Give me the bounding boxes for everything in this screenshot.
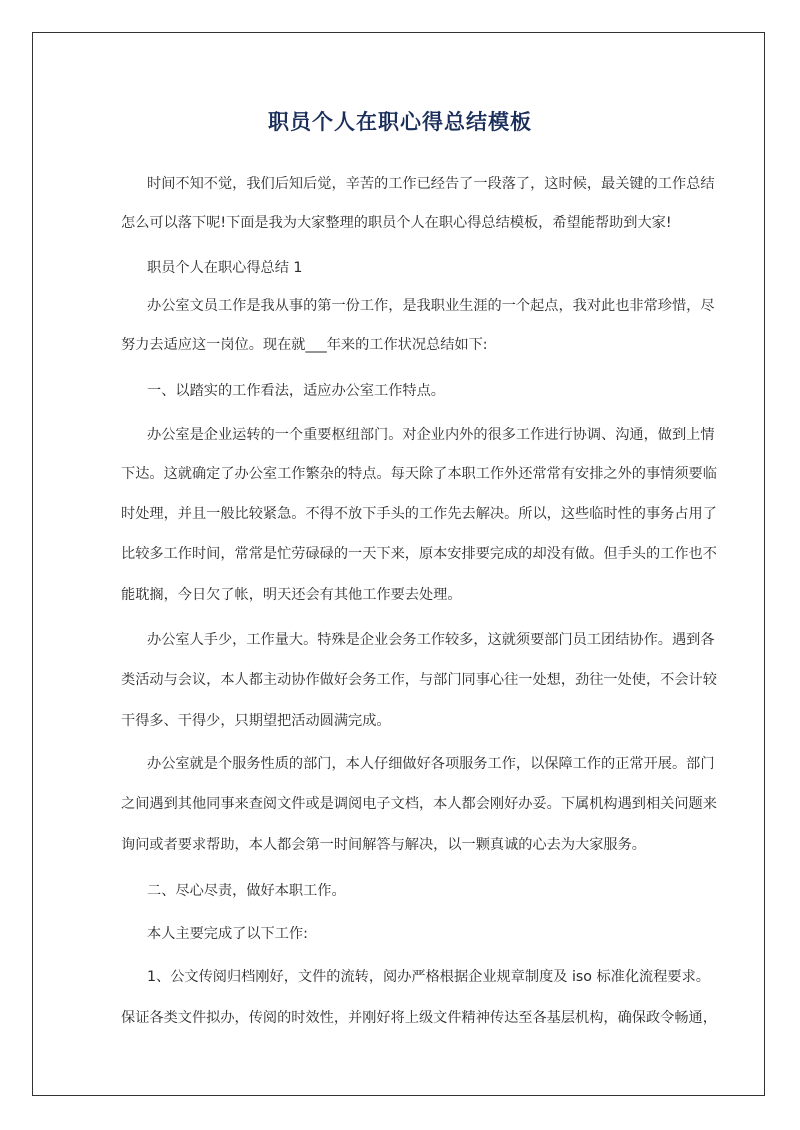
- paragraph-line: 类活动与会议，本人都主动协作做好会务工作，与部门同事心往一处想，劲往一处使，不会计较: [121, 672, 717, 688]
- paragraph-line: 1、公文传阅归档刚好，文件的流转，阅办严格根据企业规章制度及 iso 标准化流程要求。: [147, 969, 710, 985]
- paragraph-line: 干得多、干得少，只期望把活动圆满完成。: [121, 713, 391, 729]
- paragraph-line: 本人主要完成了以下工作:: [147, 926, 308, 942]
- paragraph-line: 办公室是企业运转的一个重要枢纽部门。对企业内外的很多工作进行协调、沟通，做到上情: [147, 427, 715, 443]
- paragraph-line: 怎么可以落下呢!下面是我为大家整理的职员个人在职心得总结模板，希望能帮助到大家!: [121, 215, 672, 231]
- paragraph-line: 办公室人手少，工作量大。特殊是企业会务工作较多，这就须要部门员工团结协作。遇到各: [147, 632, 715, 648]
- paragraph-line: 时间不知不觉，我们后知后觉，辛苦的工作已经告了一段落了，这时候，最关键的工作总结: [147, 176, 715, 192]
- document-title: 职员个人在职心得总结模板: [268, 110, 532, 134]
- paragraph-line: 询问或者要求帮助，本人都会第一时间解答与解决，以一颗真诚的心去为大家服务。: [121, 837, 646, 853]
- paragraph-line: 保证各类文件拟办，传阅的时效性，并刚好将上级文件精神传达至各基层机构，确保政令畅通，: [121, 1010, 717, 1026]
- paragraph-line: 时处理，并且一般比较紧急。不得不放下手头的工作先去解决。所以，这些临时性的事务占用了: [121, 506, 717, 522]
- paragraph-line: 能耽搁，今日欠了帐，明天还会有其他工作要去处理。: [121, 587, 462, 603]
- paragraph-line: 之间遇到其他同事来查阅文件或是调阅电子文档，本人都会刚好办妥。下属机构遇到相关问题来: [121, 796, 717, 812]
- paragraph-line: 比较多工作时间，常常是忙劳碌碌的一天下来，原本安排要完成的却没有做。但手头的工作也不: [121, 546, 717, 562]
- paragraph-line: 办公室就是个服务性质的部门，本人仔细做好各项服务工作，以保障工作的正常开展。部门: [147, 756, 715, 772]
- section-heading: 职员个人在职心得总结 1: [147, 260, 303, 276]
- paragraph-line: 下达。这就确定了办公室工作繁杂的特点。每天除了本职工作外还常常有安排之外的事情须要临: [121, 466, 717, 482]
- paragraph-line: 办公室文员工作是我从事的第一份工作，是我职业生涯的一个起点，我对此也非常珍惜，尽: [147, 298, 715, 314]
- paragraph-line: 努力去适应这一岗位。现在就___年来的工作状况总结如下:: [121, 337, 488, 353]
- section-heading: 二、尽心尽责，做好本职工作。: [147, 883, 346, 899]
- section-heading: 一、以踏实的工作看法，适应办公室工作特点。: [147, 383, 445, 399]
